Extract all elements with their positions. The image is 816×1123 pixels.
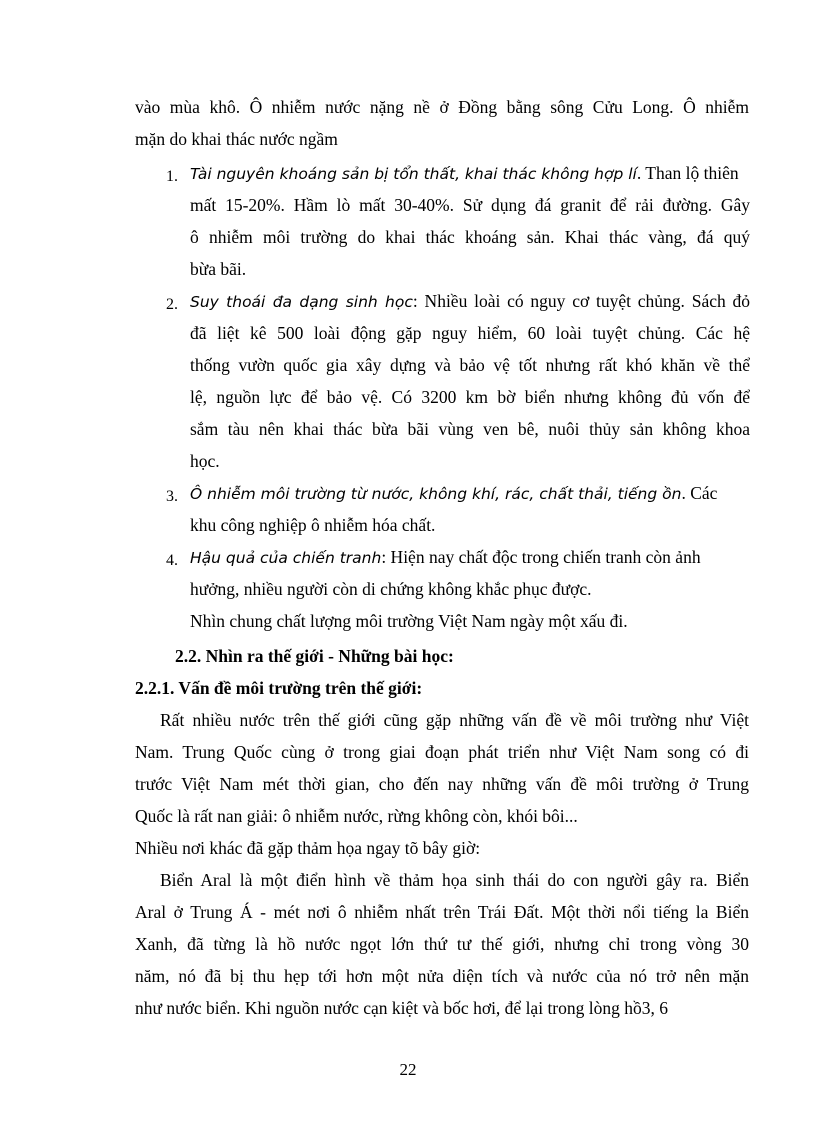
list-item-1-line-1 bbox=[190, 162, 750, 185]
list-number-1: 1. bbox=[166, 168, 178, 185]
list-item-4-line-2: hưởng, nhiều người còn di chứng không khắc phục được. bbox=[190, 579, 592, 599]
list-item-2-line-3: thống vườn quốc gia xây dựng và bảo vệ tốt nhưng rất khó khăn về thể bbox=[190, 355, 750, 375]
list-item-1-rest: . Than lộ thiên bbox=[636, 163, 739, 183]
intro-line-1: vào mùa khô. Ô nhiễm nước nặng nề ở Đồng bằng sông Cửu Long. Ô nhiễm bbox=[135, 97, 749, 117]
list-item-3-line-2: khu công nghiệp ô nhiễm hóa chất. bbox=[190, 515, 436, 535]
section-heading-2-2-1: 2.2.1. Vấn đề môi trường trên thế giới: bbox=[135, 678, 423, 698]
para-3-line-3: Xanh, đã từng là hồ nước ngọt lớn thứ tư thế giới, nhưng chỉ trong vòng 30 bbox=[135, 934, 749, 954]
list-item-2-rest: : Nhiều loài có nguy cơ tuyệt chủng. Sách đỏ bbox=[412, 291, 751, 311]
list-number-4: 4. bbox=[166, 552, 178, 569]
list-item-2-line-2: đã liệt kê 500 loài động gặp nguy hiểm, 60 loài tuyệt chủng. Các hệ bbox=[190, 323, 750, 343]
list-item-4-title: Hậu quả của chiến tranh bbox=[190, 549, 382, 567]
intro-line-2: mặn do khai thác nước ngầm bbox=[135, 129, 338, 149]
list-item-2-line-5: sắm tàu nên khai thác bừa bãi vùng ven bê, nuôi thủy sản không khoa bbox=[190, 419, 750, 439]
para-1-line-3: trước Việt Nam mét thời gian, cho đến nay những vấn đề môi trường ở Trung bbox=[135, 774, 749, 794]
list-item-2-line-6: học. bbox=[190, 451, 220, 471]
list-item-1-line-2: mất 15-20%. Hầm lò mất 30-40%. Sử dụng đá granit để rải đường. Gây bbox=[190, 195, 750, 215]
para-3-line-1: Biển Aral là một điển hình về thảm họa sinh thái do con người gây ra. Biển bbox=[160, 870, 749, 890]
page-number: 22 bbox=[399, 1060, 417, 1079]
list-item-1-line-3: ô nhiễm môi trường do khai thác khoáng sản. Khai thác vàng, đá quý bbox=[190, 227, 750, 247]
list-number-2: 2. bbox=[166, 296, 178, 313]
para-1-line-4: Quốc là rất nan giải: ô nhiễm nước, rừng không còn, khói bôi... bbox=[135, 806, 578, 826]
list-item-4-line-1 bbox=[190, 546, 750, 569]
list-item-2-title: Suy thoái đa dạng sinh học bbox=[190, 293, 413, 311]
list-number-3: 3. bbox=[166, 488, 178, 505]
para-1-line-2: Nam. Trung Quốc cùng ở trong giai đoạn phát triển như Việt Nam song có đi bbox=[135, 742, 749, 762]
list-item-2-line-4: lệ, nguồn lực để bảo vệ. Có 3200 km bờ biển nhưng không đủ vốn để bbox=[190, 387, 750, 407]
list-item-3-rest: . Các bbox=[681, 483, 718, 503]
list-item-3-title: Ô nhiễm môi trường từ nước, không khí, rác, chất thải, tiếng ồn bbox=[190, 485, 682, 503]
list-item-4-rest: : Hiện nay chất độc trong chiến tranh còn ảnh bbox=[381, 547, 701, 567]
para-3-line-2: Aral ở Trung Á - mét nơi ô nhiễm nhất trên Trái Đất. Một thời nổi tiếng la Biển bbox=[135, 902, 749, 922]
list-item-1-line-4: bừa bãi. bbox=[190, 259, 247, 279]
list-item-2-line-1 bbox=[190, 290, 750, 313]
list-item-3-line-1 bbox=[190, 482, 750, 505]
list-item-1-title: Tài nguyên khoáng sản bị tổn thất, khai thác không hợp lí bbox=[190, 165, 637, 183]
para-2: Nhiều nơi khác đã gặp thảm họa ngay tõ bây giờ: bbox=[135, 838, 481, 858]
para-3-line-4: năm, nó đã bị thu hẹp tới hơn một nửa diện tích và nước của nó trở nên mặn bbox=[135, 966, 749, 986]
para-3-line-5: như nước biển. Khi nguồn nước cạn kiệt và bốc hơi, để lại trong lòng hồ3, 6 bbox=[135, 998, 668, 1018]
section-heading-2-2: 2.2. Nhìn ra thế giới - Những bài học: bbox=[175, 646, 454, 666]
para-1-line-1: Rất nhiều nước trên thế giới cũng gặp những vấn đề về môi trường như Việt bbox=[160, 710, 749, 730]
list-item-4-line-3: Nhìn chung chất lượng môi trường Việt Nam ngày một xấu đi. bbox=[190, 611, 628, 631]
